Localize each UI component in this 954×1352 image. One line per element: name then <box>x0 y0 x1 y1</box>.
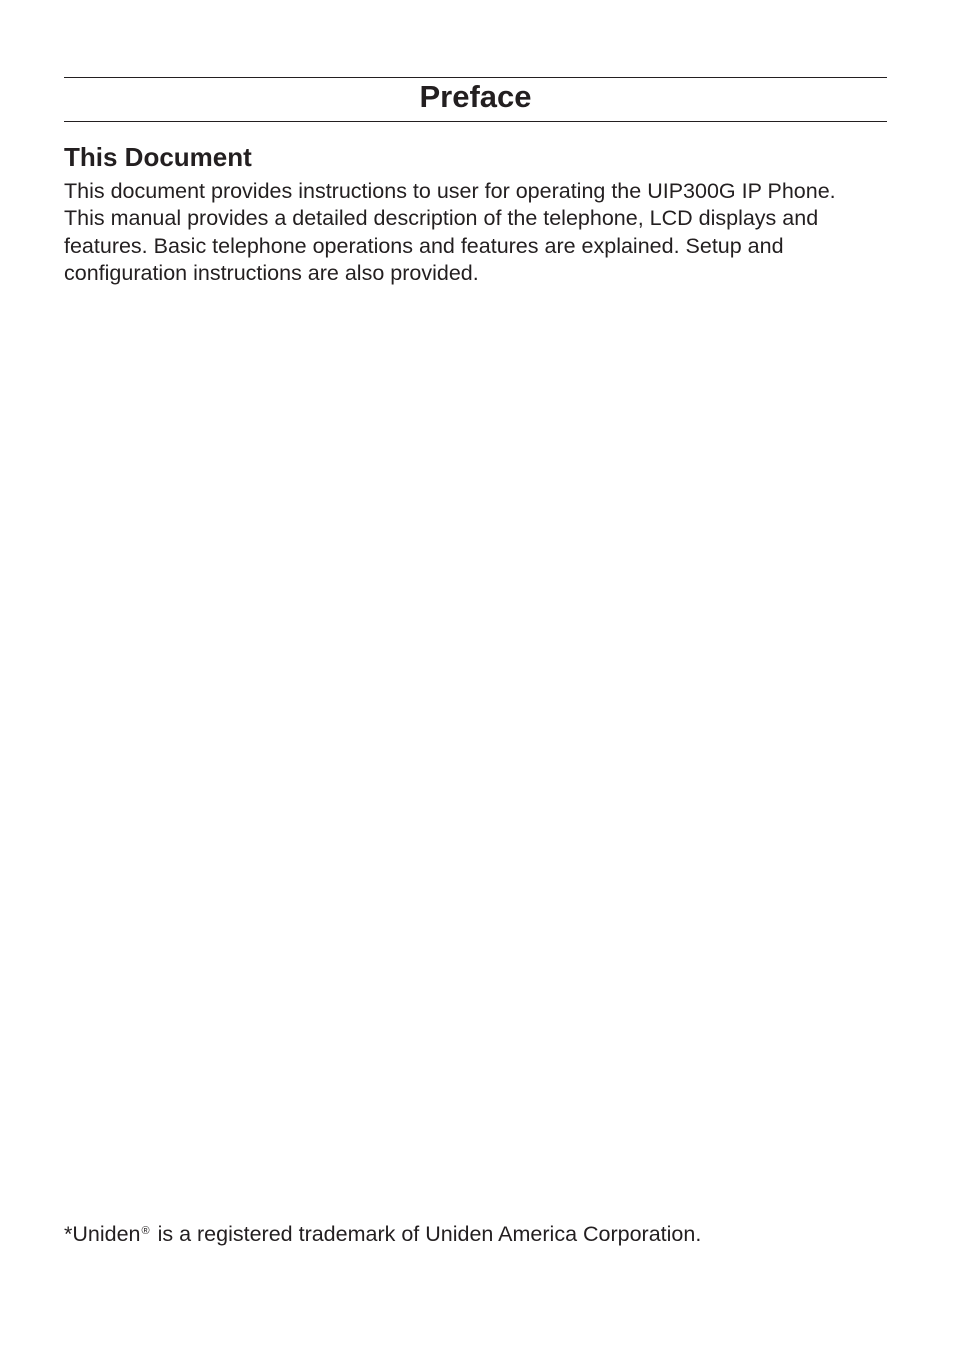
paragraph-line: This document provides instructions to user for operating the UIP300G IP Phone. <box>64 179 836 203</box>
title-bottom-rule <box>64 121 887 122</box>
footnote-suffix: is a registered trademark of Uniden America Corporation. <box>151 1222 702 1246</box>
page-title: Preface <box>419 79 532 114</box>
paragraph-line: This manual provides a detailed description of the telephone, LCD displays and <box>64 206 819 231</box>
registered-mark: ® <box>141 1225 150 1237</box>
footnote-prefix: *Uniden <box>64 1222 141 1246</box>
trademark-footnote <box>64 1220 701 1248</box>
paragraph-line: configuration instructions are also provided. <box>64 260 479 285</box>
paragraph-line: features. Basic telephone operations and features are explained. Setup and <box>64 233 784 258</box>
section-heading: This Document <box>64 142 252 172</box>
section-paragraph <box>64 178 904 287</box>
